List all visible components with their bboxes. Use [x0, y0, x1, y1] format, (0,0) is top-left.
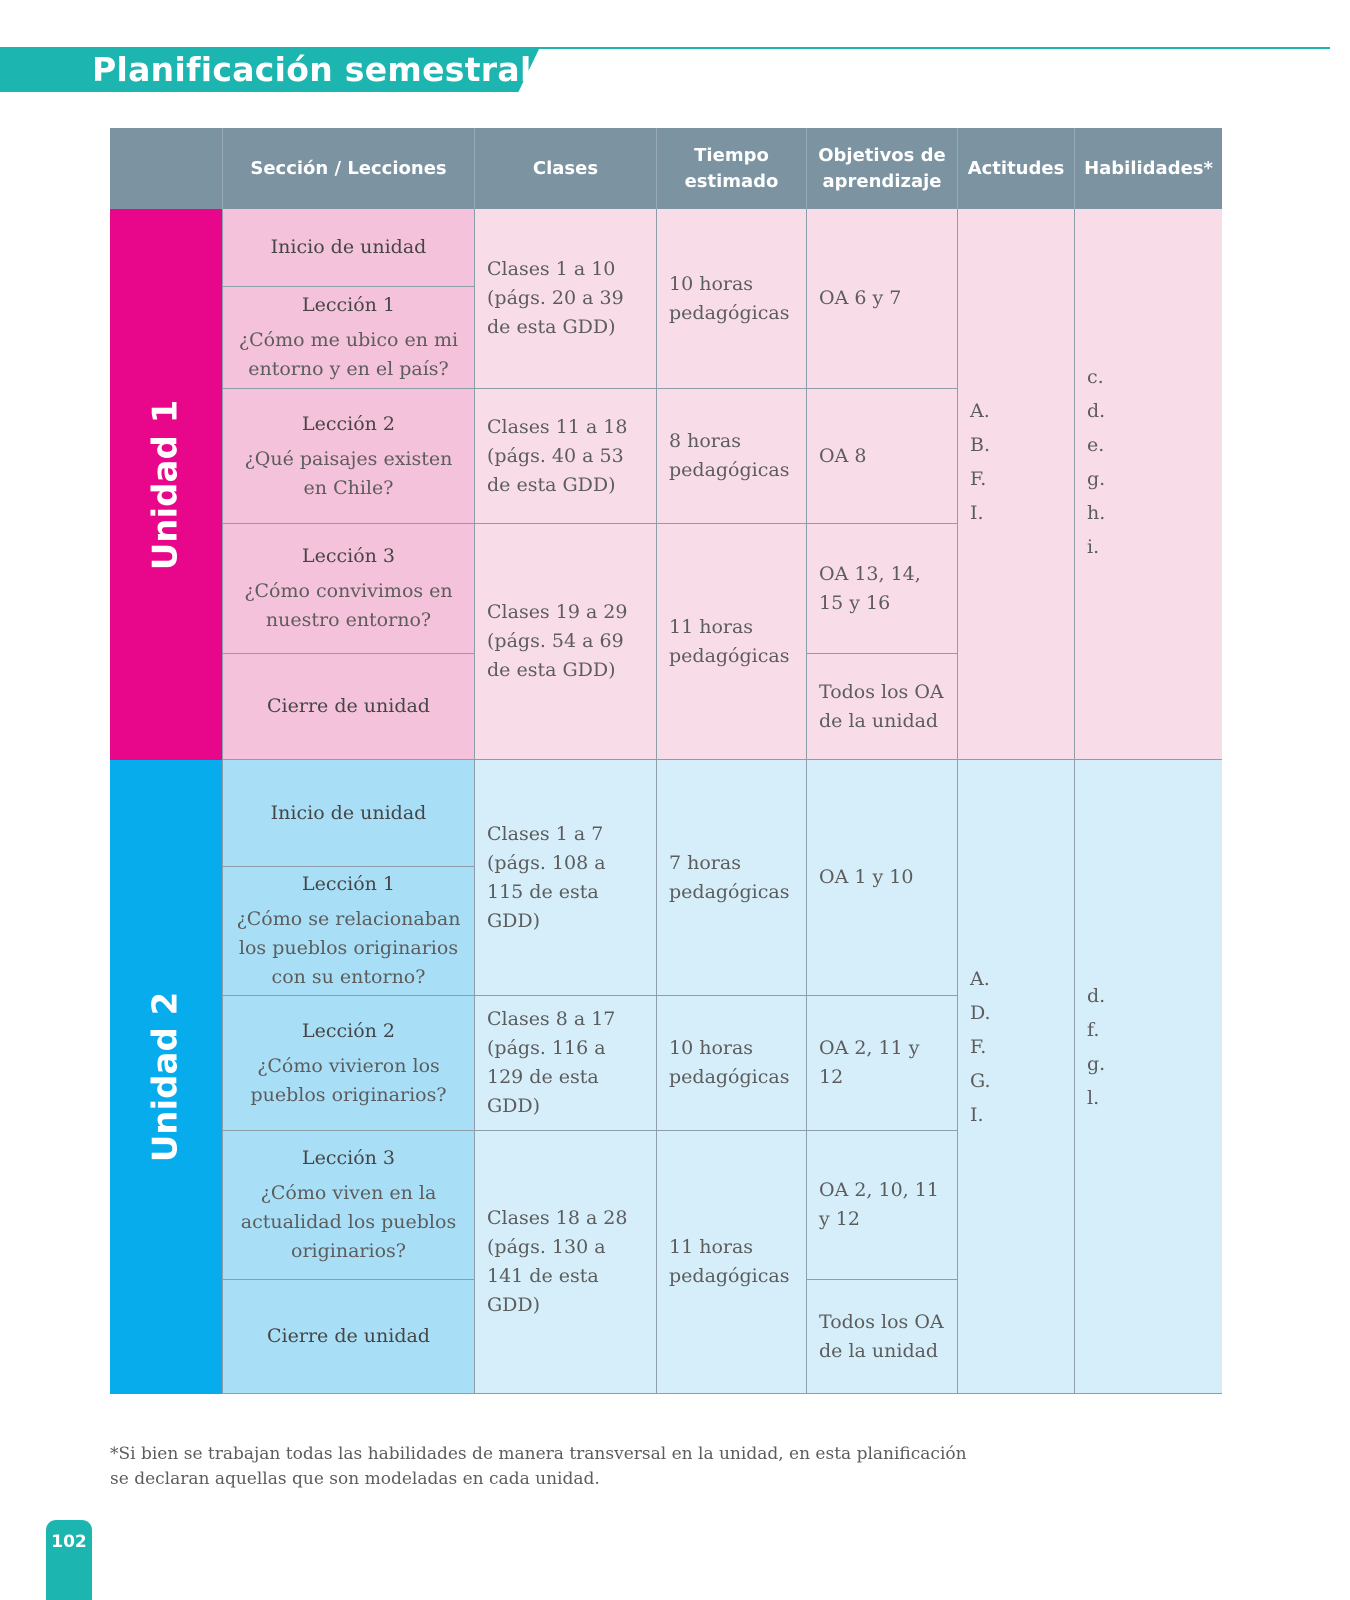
habilidad-item: c. — [1087, 366, 1104, 388]
page-number: 102 — [46, 1520, 92, 1600]
habilidad-item: d. — [1087, 400, 1106, 422]
habilidad-item: f. — [1087, 1018, 1100, 1041]
unit-2-cierre — [223, 1280, 475, 1394]
unit-1-leccion-2 — [223, 389, 475, 524]
unit-1-leccion-1 — [223, 287, 475, 389]
unit-1-clases-c: Clases 19 a 29 (págs. 54 a 69 de esta GDD) — [475, 524, 657, 760]
unit-1-habilidades — [1075, 209, 1222, 760]
lesson-question: ¿Cómo vivieron los pueblos originarios? — [250, 1054, 447, 1106]
unit-1-cierre — [223, 654, 475, 760]
unit-1-inicio — [223, 209, 475, 287]
unit-2-clases-b: Clases 8 a 17 (págs. 116 a 129 de esta GDD) — [475, 996, 657, 1131]
unit-2-habilidades — [1075, 760, 1222, 1394]
actitud-item: I. — [970, 502, 984, 524]
section-label: Inicio de unidad — [270, 236, 427, 258]
unit-2-bar — [110, 760, 223, 1394]
unit-2-leccion-3 — [223, 1131, 475, 1280]
unit-2-label: Unidad 2 — [145, 991, 186, 1163]
planning-table — [110, 128, 1222, 1394]
unit-2-oa-a: OA 1 y 10 — [807, 760, 958, 996]
unit-1-clases-a: Clases 1 a 10 (págs. 20 a 39 de esta GDD) — [475, 209, 657, 389]
actitud-item: D. — [970, 1001, 991, 1024]
lesson-question: ¿Cómo se relacionaban los pueblos originarios con su entorno? — [236, 908, 461, 988]
lesson-question: ¿Cómo me ubico en mi entorno y en el país? — [238, 329, 459, 380]
habilidad-item: h. — [1087, 502, 1106, 524]
unit-2-leccion-1 — [223, 867, 475, 996]
unit-1-label: Unidad 1 — [145, 399, 186, 570]
unit-2-oa-d: Todos los OA de la unidad — [807, 1280, 958, 1394]
lesson-title: Lección 3 — [301, 545, 396, 567]
lesson-title: Lección 1 — [301, 294, 396, 316]
unit-1-clases-b: Clases 11 a 18 (págs. 40 a 53 de esta GDD) — [475, 389, 657, 524]
unit-1-tiempo-c: 11 horas pedagógicas — [657, 524, 807, 760]
unit-1-oa-a: OA 6 y 7 — [807, 209, 958, 389]
lesson-title: Lección 2 — [301, 412, 396, 435]
unit-2-clases-c: Clases 18 a 28 (págs. 130 a 141 de esta GDD) — [475, 1131, 657, 1394]
col-header-tiempo: Tiempo estimado — [657, 128, 807, 209]
unit-1-oa-d: Todos los OA de la unidad — [807, 654, 958, 760]
lesson-question: ¿Cómo convivimos en nuestro entorno? — [244, 580, 453, 631]
unit-2-oa-c: OA 2, 10, 11 y 12 — [807, 1131, 958, 1280]
section-label: Inicio de unidad — [270, 801, 427, 824]
unit-1-tiempo-b: 8 horas pedagógicas — [657, 389, 807, 524]
habilidad-item: l. — [1087, 1086, 1100, 1109]
page-title: Planificación semestral — [92, 50, 532, 89]
unit-2-leccion-2 — [223, 996, 475, 1131]
unit-2-actitudes — [958, 760, 1075, 1394]
actitud-item: I. — [970, 1103, 984, 1126]
unit-1-leccion-3 — [223, 524, 475, 654]
unit-1-actitudes — [958, 209, 1075, 760]
lesson-question: ¿Qué paisajes existen en Chile? — [244, 447, 453, 499]
habilidad-item: e. — [1087, 434, 1105, 456]
actitud-item: A. — [970, 400, 990, 422]
unit-2-tiempo-b: 10 horas pedagógicas — [657, 996, 807, 1131]
col-header-seccion: Sección / Lecciones — [223, 128, 475, 209]
actitud-item: A. — [970, 967, 990, 990]
actitud-item: F. — [970, 468, 987, 490]
lesson-title: Lección 2 — [301, 1019, 396, 1042]
col-header-actitudes: Actitudes — [958, 128, 1075, 209]
unit-2-tiempo-a: 7 horas pedagógicas — [657, 760, 807, 996]
unit-2-inicio — [223, 760, 475, 867]
header-rule — [520, 47, 1330, 49]
lesson-title: Lección 3 — [301, 1147, 396, 1169]
unit-1-tiempo-a: 10 horas pedagógicas — [657, 209, 807, 389]
habilidad-item: d. — [1087, 984, 1106, 1007]
actitud-item: F. — [970, 1035, 987, 1058]
habilidad-item: g. — [1087, 468, 1106, 490]
unit-2-tiempo-c: 11 horas pedagógicas — [657, 1131, 807, 1394]
unit-1-oa-c: OA 13, 14, 15 y 16 — [807, 524, 958, 654]
footnote: *Si bien se trabajan todas las habilidades de manera transversal en la unidad, en esta planificación se declaran aquellas que son modeladas en cada unidad. — [110, 1444, 967, 1489]
unit-1-oa-b: OA 8 — [807, 389, 958, 524]
section-label: Cierre de unidad — [267, 695, 430, 717]
unit-2-oa-b: OA 2, 11 y 12 — [807, 996, 958, 1131]
col-header-objetivos: Objetivos de aprendizaje — [807, 128, 958, 209]
actitud-item: G. — [970, 1069, 991, 1092]
unit-2-clases-a: Clases 1 a 7 (págs. 108 a 115 de esta GDD) — [475, 760, 657, 996]
lesson-question: ¿Cómo viven en la actualidad los pueblos originarios? — [240, 1182, 457, 1262]
lesson-title: Lección 1 — [301, 873, 396, 895]
section-label: Cierre de unidad — [267, 1325, 430, 1347]
col-header-clases: Clases — [475, 128, 657, 209]
col-header-habilidades: Habilidades* — [1075, 128, 1222, 209]
unit-1-bar — [110, 209, 223, 760]
actitud-item: B. — [970, 434, 991, 456]
habilidad-item: i. — [1087, 536, 1100, 558]
habilidad-item: g. — [1087, 1052, 1106, 1075]
header-corner — [110, 128, 223, 209]
